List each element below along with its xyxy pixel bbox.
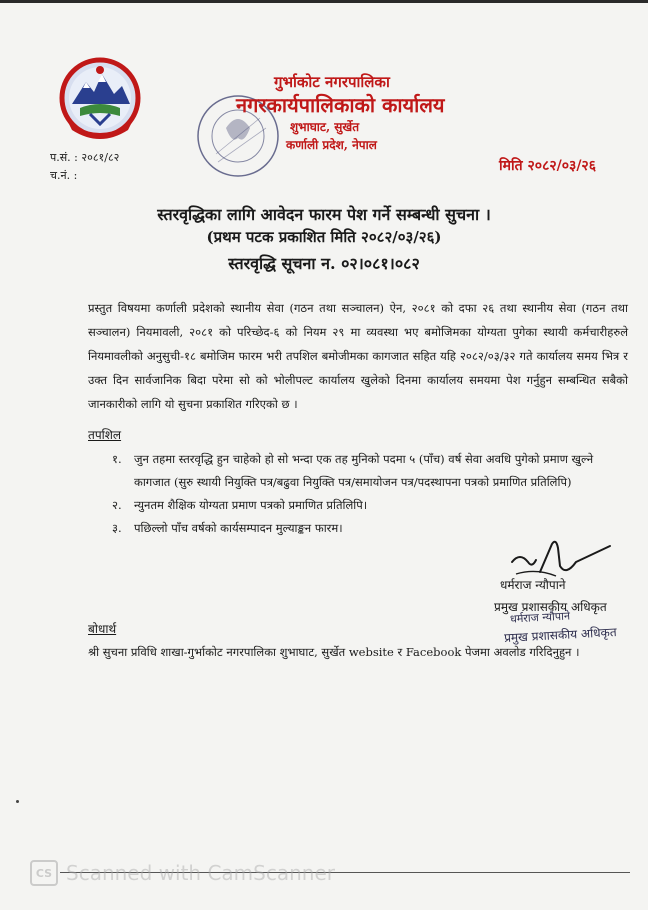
stamp-title: प्रमुख प्रशासकीय अधिकृत: [503, 625, 617, 645]
list-item: [112, 494, 624, 517]
letter-ps-number: प.सं. : २०८१/८२: [50, 151, 120, 164]
top-edge-line: [0, 0, 648, 3]
office-address: शुभाघाट, सुर्खेत: [290, 120, 360, 134]
notice-title: स्तरवृद्धिका लागि आवेदन फारम पेश गर्ने सम्बन्धी सुचना ।: [157, 205, 491, 224]
office-name: नगरकार्यपालिकाको कार्यालय: [236, 93, 445, 117]
tapsil-heading: तपशिल: [88, 428, 122, 442]
notice-number: स्तरवृद्धि सूचना न. ०२।०८१।०८२: [228, 254, 420, 273]
handwritten-signature: [506, 532, 616, 582]
notice-subtitle: (प्रथम पटक प्रकाशित मिति २०८२/०३/२६): [206, 228, 442, 246]
watermark-text: Scanned with CamScanner: [66, 861, 335, 885]
municipality-name: गुर्भाकोट नगरपालिका: [274, 73, 390, 91]
notice-body-paragraph: प्रस्तुत विषयमा कर्णाली प्रदेशको स्थानीय सेवा (गठन तथा सञ्चालन) ऐन, २०८१ को दफा २६ तथा स्थानीय सेवा (गठन तथा सञ्चालन) नियमावली, २०८१ को परिच्छेद-६ को नियम २९ मा व्यवस्था भए बमोजिमका योग्यता पुगेका स्थायी कर्मचारीहरुले नियमावलीको अनुसुची-१८ बमोजिम फारम भरी तपशिल बमोजीमका कागजात सहित यहि २०८२/०३/३२ गते कार्यालय समय भित्र र उक्त दिन सार्वजानिक बिदा परेमा सो को भोलीपल्ट कार्यालय खुलेको दिनमा कार्यालय समयमा पेश गर्नुहुन सम्बन्धित सबैको जानकारीको लागि यो सुचना प्रकाशित गरिएको छ ।: [88, 301, 628, 411]
scan-speck: [16, 800, 19, 803]
footer-text: श्री सुचना प्रविधि शाखा-गुर्भाकोट नगरपालिका शुभाघाट, सुर्खेत website र Facebook पेजमा अवलोड गरिदिनुहुन ।: [88, 645, 580, 659]
camscanner-watermark: [30, 860, 335, 886]
nepal-emblem-icon: [50, 52, 150, 148]
office-province: कर्णाली प्रदेश, नेपाल: [286, 138, 377, 152]
camscanner-logo-icon: CS: [30, 860, 58, 886]
list-item-text: जुन तहमा स्तरवृद्धि हुन चाहेको हो सो भन्दा एक तह मुनिको पदमा ५ (पाँच) वर्ष सेवा अवधि पुगेको प्रमाण खुल्ने कागजात (सुरु स्थायी नियुक्ति पत्र/बढुवा नियुक्ति पत्र/समायोजन पत्र/पदस्थापना पत्रको प्रमाणित प्रतिलिपि): [134, 452, 594, 489]
signatory-name: धर्मराज न्यौपाने: [500, 578, 566, 592]
list-item: [112, 448, 624, 494]
list-item-text: न्युनतम शैक्षिक योग्यता प्रमाण पत्रको प्रमाणित प्रतिलिपि।: [134, 498, 368, 512]
letter-chalani-number: च.नं. :: [50, 169, 78, 182]
letter-date: मिति २०८२/०३/२६: [499, 158, 596, 174]
list-item-number: १.: [112, 452, 122, 466]
signatory-designation: प्रमुख प्रशासकीय अधिकृत: [494, 600, 607, 614]
list-item-number: ३.: [112, 521, 122, 535]
bodhartha-heading: बोधार्थ: [88, 622, 117, 636]
list-item-text: पछिल्लो पाँच वर्षको कार्यसम्पादन मुल्याङ्कन फारम।: [134, 521, 343, 535]
stamp-name: धर्मराज न्यौपाने: [509, 609, 571, 626]
list-item-number: २.: [112, 498, 122, 512]
requirements-list: [112, 448, 624, 540]
